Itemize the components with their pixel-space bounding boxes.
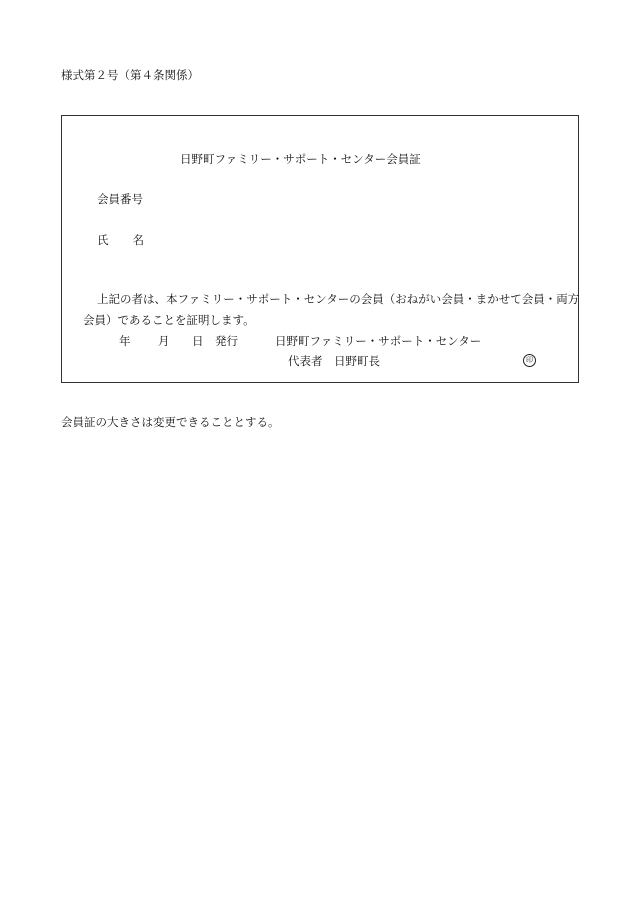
representative-name: 日野町長	[334, 354, 380, 368]
date-month-label: 月	[158, 334, 170, 348]
footnote: 会員証の大きさは変更できることとする。	[61, 415, 280, 429]
card-title: 日野町ファミリー・サポート・センター会員証	[180, 152, 421, 166]
issue-label: 発行	[215, 334, 238, 348]
seal-icon: 印	[523, 354, 536, 367]
member-number-label: 会員番号	[97, 192, 143, 206]
date-year-label: 年	[119, 334, 131, 348]
date-day-label: 日	[192, 334, 204, 348]
name-label	[97, 233, 144, 247]
membership-card	[61, 115, 579, 383]
issuer-name: 日野町ファミリー・サポート・センター	[275, 334, 482, 348]
name-label-part-2: 名	[132, 233, 144, 247]
form-number-label: 様式第２号（第４条関係）	[61, 68, 199, 82]
certification-text-line-2: 会員）であることを証明します。	[83, 313, 255, 327]
representative-label: 代表者	[288, 354, 323, 368]
certification-text-line-1: 上記の者は、本ファミリー・サポート・センターの会員（おねがい会員・まかせて会員・両方	[97, 292, 580, 306]
name-label-part-1: 氏	[97, 233, 109, 247]
